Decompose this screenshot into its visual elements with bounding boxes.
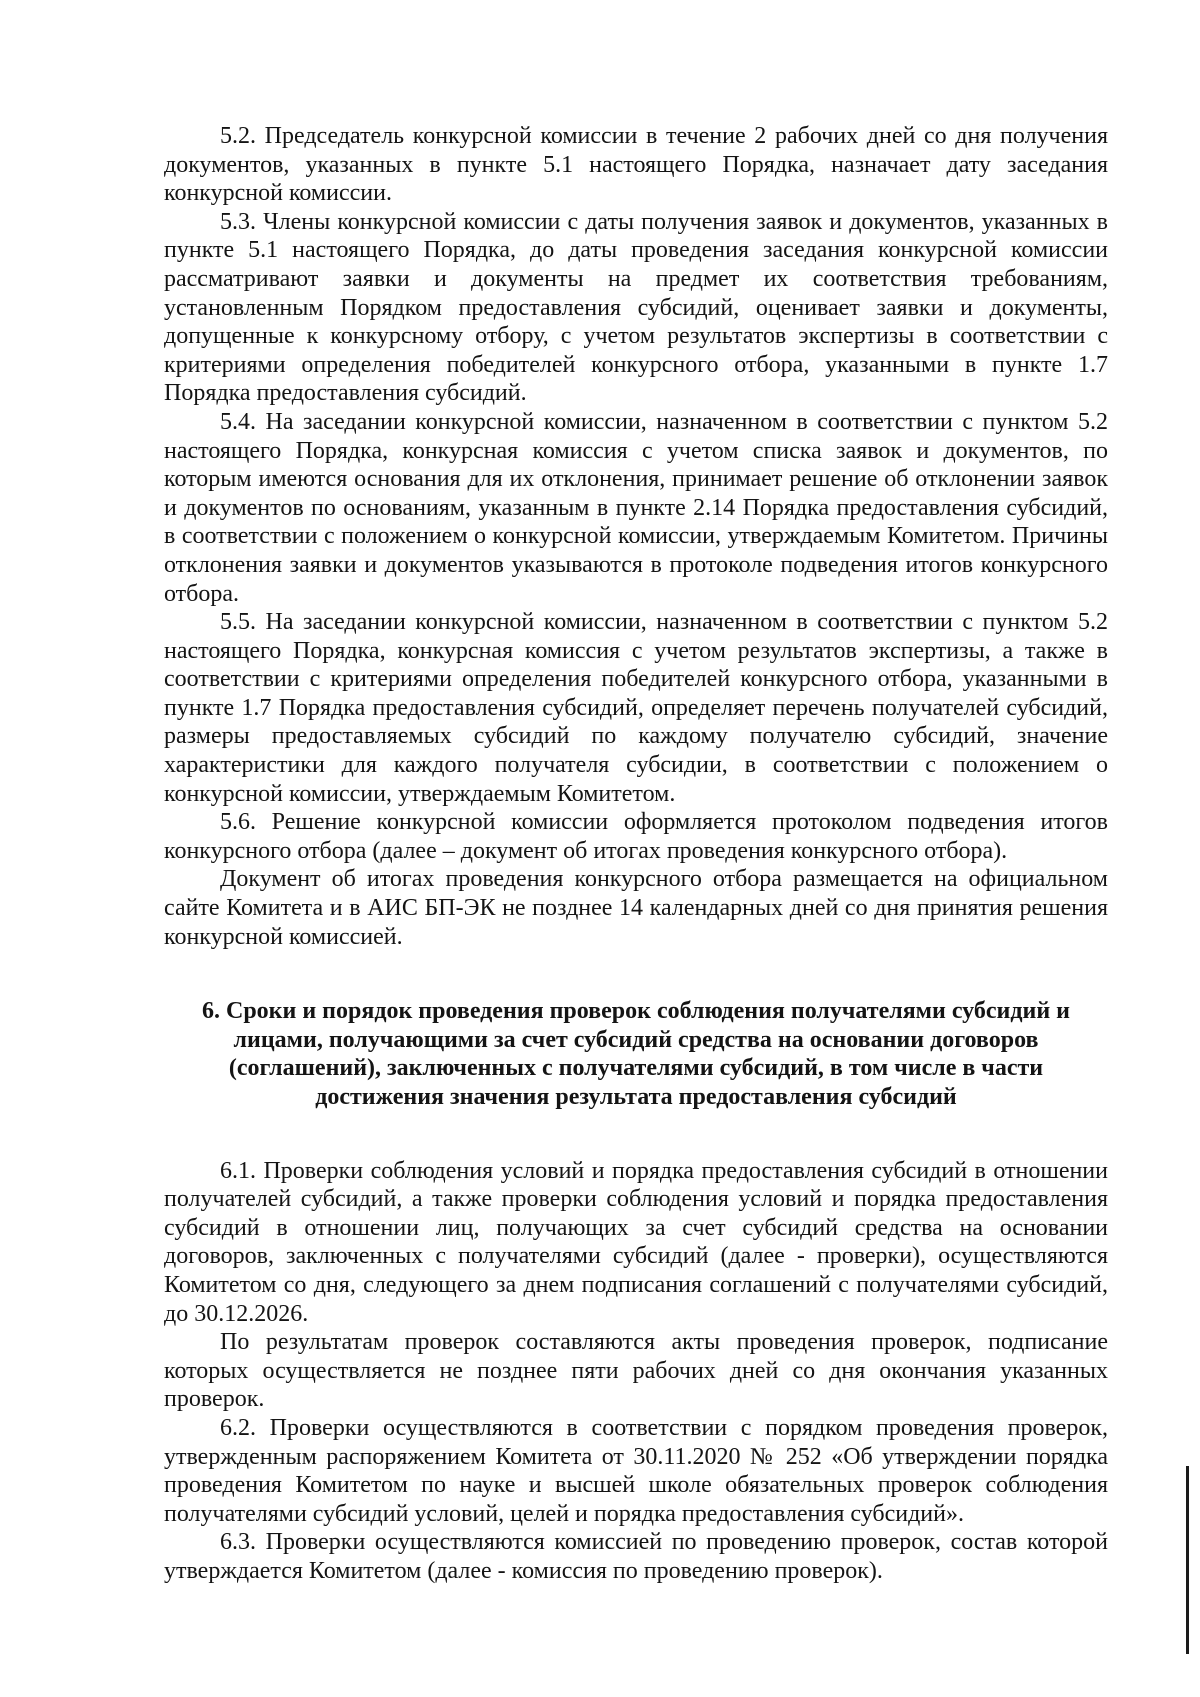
scan-edge-mark (1186, 1466, 1189, 1654)
paragraph-6-2: 6.2. Проверки осуществляются в соответствии с порядком проведения проверок, утвержденным распоряжением Комитета от 30.11.2020 № 252 «Об утверждении порядка проведения Комитетом по науке и высшей школе обязательных проверок соблюдения получателями субсидий условий, целей и порядка предоставления субсидий». (164, 1414, 1108, 1527)
paragraph-6-1: 6.1. Проверки соблюдения условий и порядка предоставления субсидий в отношении получателей субсидий, а также проверки соблюдения условий и порядка предоставления субсидий в отношении лиц, получающих за счет субсидий средства на основании договоров, заключенных с получателями субсидий (далее - проверки), осуществляются Комитетом со дня, следующего за днем подписания соглашений с получателями субсидий, до 30.12.2026. (164, 1157, 1108, 1327)
document-body (164, 122, 1108, 1586)
paragraph-5-3: 5.3. Члены конкурсной комиссии с даты получения заявок и документов, указанных в пункте 5.1 настоящего Порядка, до даты проведения заседания конкурсной комиссии рассматривают заявки и документы на предмет их соответствия требованиям, установленным Порядком предоставления субсидий, оценивает заявки и документы, допущенные к конкурсному отбору, с учетом результатов экспертизы в соответствии с критериями определения победителей конкурсного отбора, указанными в пункте 1.7 Порядка предоставления субсидий. (164, 208, 1108, 407)
paragraph-5-6-publication: Документ об итогах проведения конкурсного отбора размещается на официальном сайте Комитета и в АИС БП-ЭК не позднее 14 календарных дней со дня принятия решения конкурсной комиссией. (164, 866, 1108, 950)
paragraph-6-3: 6.3. Проверки осуществляются комиссией по проведению проверок, состав которой утверждается Комитетом (далее - комиссия по проведению проверок). (164, 1529, 1108, 1584)
paragraph-5-6: 5.6. Решение конкурсной комиссии оформляется протоколом подведения итогов конкурсного отбора (далее – документ об итогах проведения конкурсного отбора). (164, 809, 1108, 864)
paragraph-5-2: 5.2. Председатель конкурсной комиссии в течение 2 рабочих дней со дня получения документов, указанных в пункте 5.1 настоящего Порядка, назначает дату заседания конкурсной комиссии. (164, 123, 1108, 207)
paragraph-5-5: 5.5. На заседании конкурсной комиссии, назначенном в соответствии с пунктом 5.2 настоящего Порядка, конкурсная комиссия с учетом результатов экспертизы, а также в соответствии с критериями определения победителей конкурсного отбора, указанными в пункте 1.7 Порядка предоставления субсидий, определяет перечень получателей субсидий, размеры предоставляемых субсидий по каждому получателю субсидий, значение характеристики для каждого получателя субсидии, в соответствии с положением о конкурсной комиссии, утверждаемым Комитетом. (164, 609, 1108, 807)
paragraph-5-4: 5.4. На заседании конкурсной комиссии, назначенном в соответствии с пунктом 5.2 настоящего Порядка, конкурсная комиссия с учетом списка заявок и документов, по которым имеются основания для их отклонения, принимает решение об отклонении заявок и документов по основаниям, указанным в пункте 2.14 Порядка предоставления субсидий, в соответствии с положением о конкурсной комиссии, утверждаемым Комитетом. Причины отклонения заявки и документов указываются в протоколе подведения итогов конкурсного отбора. (164, 408, 1108, 607)
paragraph-6-1-acts: По результатам проверок составляются акты проведения проверок, подписание которых осуществляется не позднее пяти рабочих дней со дня окончания указанных проверок. (164, 1329, 1108, 1413)
section-6-heading: 6. Сроки и порядок проведения проверок соблюдения получателями субсидий и лицами, получающими за счет субсидий средства на основании договоров (соглашений), заключенных с получателями субсидий, в том числе в части достижения значения результата предоставления субсидий (202, 998, 1070, 1110)
